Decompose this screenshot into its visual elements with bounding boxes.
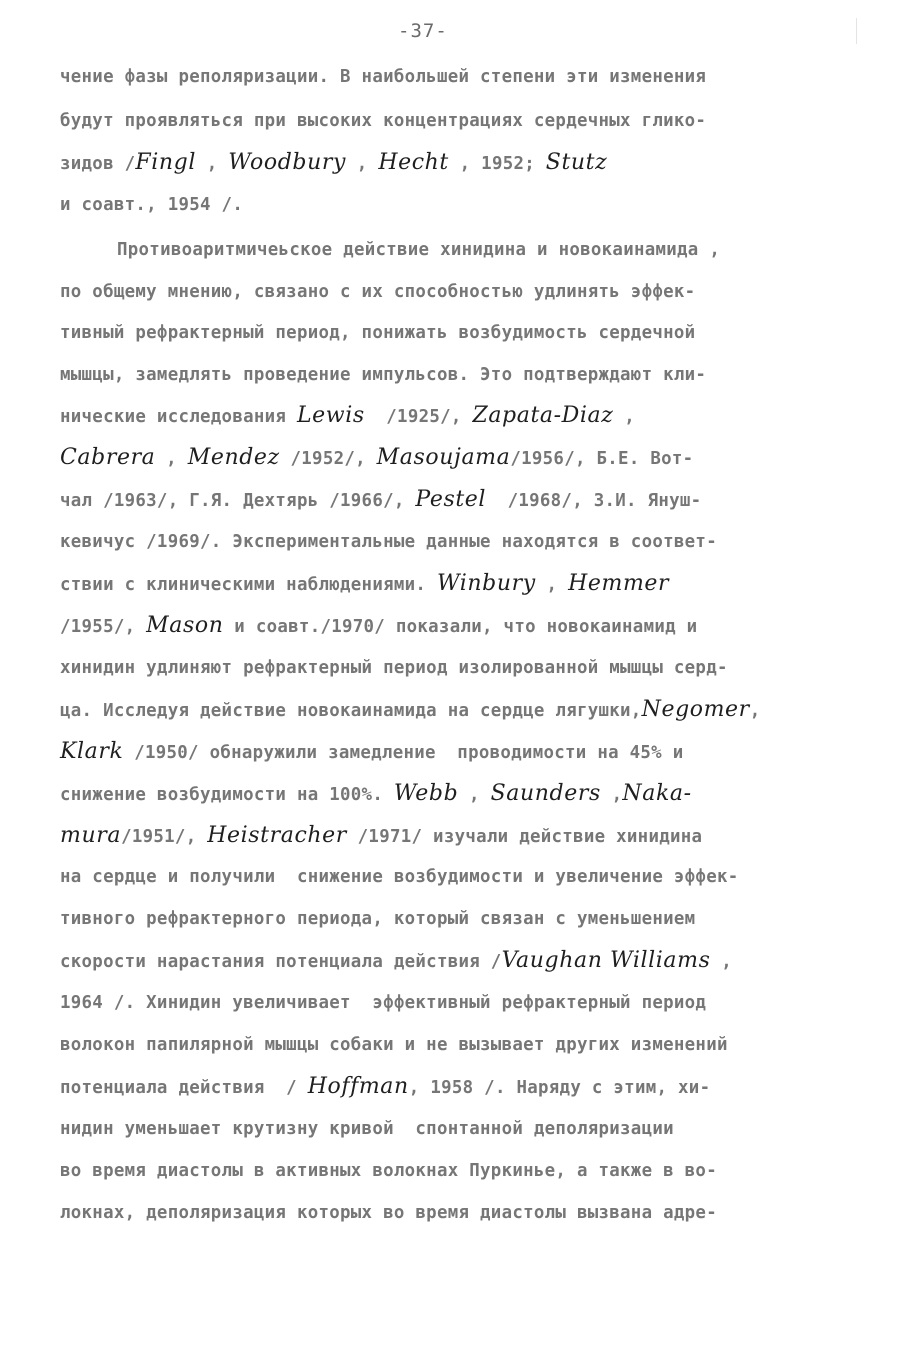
text-line	[60, 527, 717, 557]
typed-text-segment: ,	[749, 701, 761, 721]
handwritten-name: Naka-	[622, 781, 692, 806]
typed-text-segment: /1955/,	[60, 617, 147, 637]
text-line	[60, 695, 761, 725]
handwritten-name: Woodbury	[228, 150, 346, 175]
typed-text-segment: /1952/,	[279, 449, 377, 469]
handwritten-name: Winbury	[436, 571, 536, 596]
handwritten-name: Stutz	[545, 150, 608, 175]
handwritten-name: Fingl	[135, 150, 196, 175]
text-line	[60, 318, 695, 348]
typed-text-segment: Противоаритмичеьское действие хинидина и новокаинамида ,	[117, 240, 721, 260]
typed-text-segment: ,	[613, 407, 635, 427]
text-line	[60, 148, 607, 178]
typed-text-segment: чение фазы реполяризации. В наибольшей степени эти изменения	[60, 67, 707, 87]
typed-text-segment: кевичус /1969/. Экспериментальные данные находятся в соответ-	[60, 532, 717, 552]
typed-text-segment: потенциала действия /	[60, 1078, 308, 1098]
typed-text-segment: ,	[710, 952, 733, 972]
handwritten-name: Negomer	[641, 697, 750, 722]
text-line	[60, 946, 732, 976]
typed-text-segment: ,	[155, 449, 188, 469]
handwritten-name: Mason	[146, 613, 224, 638]
typed-text-segment: ,	[535, 575, 569, 595]
typed-text-segment: ,	[600, 785, 623, 805]
typed-text-segment: мышцы, замедлять проведение импульсов. Это подтверждают кли-	[60, 365, 707, 385]
handwritten-name: Cabrera	[60, 445, 156, 470]
typed-text-segment: ,	[195, 154, 229, 174]
typed-text-segment: тивного рефрактерного периода, который связан с уменьшением	[60, 909, 696, 929]
text-line	[60, 988, 706, 1018]
typed-text-segment: нидин уменьшает крутизну кривой спонтанной деполяризации	[60, 1119, 674, 1139]
text-line	[60, 485, 701, 515]
handwritten-name: Masoujama	[376, 445, 511, 470]
text-line	[60, 821, 702, 851]
text-line	[60, 1114, 674, 1144]
typed-text-segment: /1950/ обнаружили замедление проводимости на 45% и	[123, 743, 684, 763]
text-line	[60, 1072, 710, 1102]
page-edge-mark	[856, 18, 857, 44]
text-line	[60, 443, 693, 473]
handwritten-name: Pestel	[415, 487, 487, 512]
handwritten-name: Saunders	[490, 781, 601, 806]
typed-text-segment: будут проявляться при высоких концентрациях сердечных глико-	[60, 111, 707, 131]
typed-text-segment: , 1958 /. Наряду с этим, хи-	[408, 1078, 711, 1098]
typed-text-segment: и соавт., 1954 /.	[60, 195, 244, 215]
handwritten-name: Mendez	[187, 445, 280, 470]
typed-text-segment: хинидин удлиняют рефрактерный период изолированной мышцы серд-	[60, 658, 728, 678]
typed-text-segment: и соавт./1970/ показали, что новокаинамид и	[223, 617, 698, 637]
handwritten-name: Vaughan Williams	[501, 948, 711, 973]
typed-text-segment: волокон папилярной мышцы собаки и не вызывает других изменений	[60, 1035, 728, 1055]
text-line	[60, 1030, 728, 1060]
typed-text-segment: , 1952;	[448, 154, 546, 174]
typed-text-segment: нические исследования	[60, 407, 297, 427]
text-line	[60, 190, 243, 220]
typed-text-segment: ,	[458, 785, 491, 805]
text-line	[60, 401, 635, 431]
text-line	[60, 904, 695, 934]
page-number: -37-	[398, 20, 448, 42]
typed-text-segment: тивный рефрактерный период, понижать возбудимость сердечной	[60, 323, 696, 343]
typed-text-segment: /1951/,	[121, 827, 208, 847]
text-line	[60, 737, 683, 767]
typed-text-segment: ствии с клиническими наблюдениями.	[60, 575, 437, 595]
typed-text-segment: локнах, деполяризация которых во время диастолы вызвана адре-	[60, 1203, 717, 1223]
typed-text-segment: /1971/ изучали действие хинидина	[346, 827, 703, 847]
text-line	[60, 277, 695, 307]
text-line	[60, 1156, 717, 1186]
handwritten-name: Zapata-Diaz	[472, 403, 614, 428]
typed-text-segment: зидов /	[60, 154, 136, 174]
handwritten-name: Hecht	[378, 150, 449, 175]
text-line	[60, 779, 692, 809]
typed-text-segment: ца. Исследуя действие новокаинамида на сердце лягушки,	[60, 701, 642, 721]
text-line	[117, 235, 720, 265]
text-line	[60, 862, 739, 892]
handwritten-name: mura	[60, 823, 122, 848]
handwritten-name: Klark	[60, 739, 124, 764]
text-line	[60, 360, 706, 390]
typed-text-segment: /1925/,	[364, 407, 473, 427]
typed-text-segment: /1956/, Б.Е. Вот-	[510, 449, 694, 469]
text-line	[60, 1198, 717, 1228]
typed-text-segment: во время диастолы в активных волокнах Пуркинье, а также в во-	[60, 1161, 717, 1181]
text-line	[60, 62, 706, 92]
handwritten-name: Hoffman	[307, 1074, 409, 1099]
typed-text-segment: снижение возбудимости на 100%.	[60, 785, 394, 805]
text-line	[60, 106, 706, 136]
typed-text-segment: на сердце и получили снижение возбудимости и увеличение эффек-	[60, 867, 739, 887]
typed-text-segment: ,	[346, 154, 379, 174]
text-line	[60, 653, 728, 683]
text-line	[60, 569, 669, 599]
text-line	[60, 611, 697, 641]
handwritten-name: Lewis	[296, 403, 365, 428]
typed-text-segment: /1968/, З.И. Януш-	[486, 491, 702, 511]
handwritten-name: Hemmer	[568, 571, 670, 596]
handwritten-name: Webb	[393, 781, 459, 806]
handwritten-name: Heistracher	[207, 823, 347, 848]
typed-text-segment: скорости нарастания потенциала действия /	[60, 952, 502, 972]
typed-text-segment: по общему мнению, связано с их способностью удлинять эффек-	[60, 282, 696, 302]
typed-text-segment: 1964 /. Хинидин увеличивает эффективный рефрактерный период	[60, 993, 707, 1013]
typed-text-segment: чал /1963/, Г.Я. Дехтярь /1966/,	[60, 491, 416, 511]
